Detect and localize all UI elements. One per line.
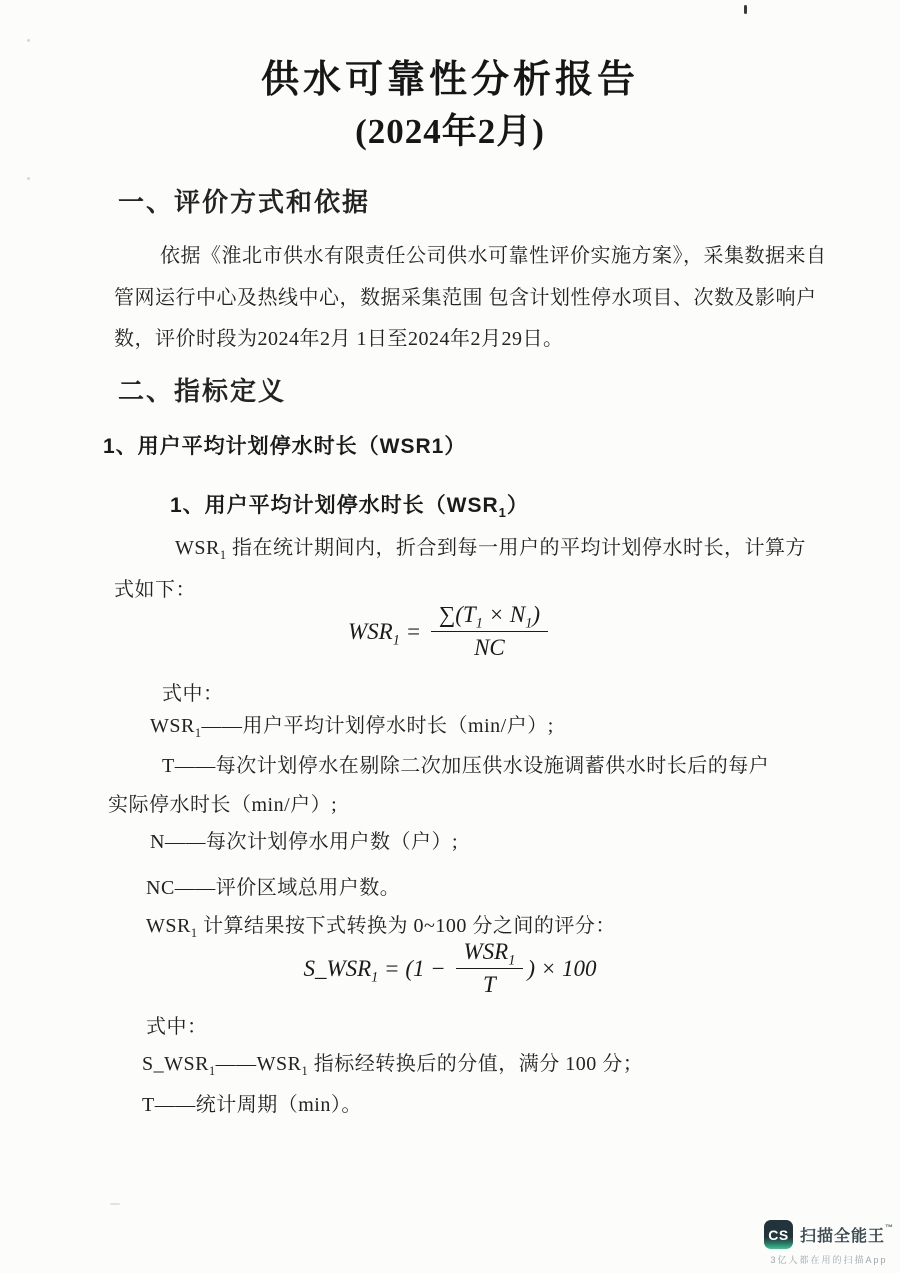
document-title: 供水可靠性分析报告	[260, 59, 639, 101]
numerator-sub2: 1	[525, 615, 533, 632]
subheading-text: 1、用户平均计划停水时长（WSR	[170, 494, 499, 517]
subheading-close: ）	[506, 494, 529, 517]
watermark-tagline: 3亿人都在用的扫描App	[770, 1255, 888, 1265]
formula1-denominator: NC	[474, 635, 505, 660]
indicator-subheading	[170, 489, 529, 519]
intro-text: WSR	[175, 537, 220, 559]
formula1-lhs: WSR	[347, 618, 393, 644]
definition-nc: NC——评价区域总用户数。	[146, 877, 401, 899]
definition-s-wsr1	[142, 1047, 643, 1076]
logo-letters: CS	[768, 1226, 789, 1243]
formula2-num-subscript: 1	[508, 952, 516, 969]
watermark-row	[764, 1220, 894, 1249]
def-swsr-sym: S_WSR	[142, 1053, 209, 1075]
wsr1-intro-line-1	[175, 531, 806, 560]
formula2-post: ) × 100	[527, 955, 597, 981]
definition-t-line-2: 实际停水时长（min/户）;	[108, 794, 338, 816]
formula2-numerator	[456, 939, 524, 969]
formula1-equals: =	[399, 618, 427, 644]
formula1-lhs-subscript: 1	[392, 632, 400, 649]
definition-n: N——每次计划停水用户数（户）;	[150, 831, 458, 853]
definition-t-period: T——统计周期（min）。	[142, 1094, 362, 1116]
numerator-times: × N	[482, 602, 526, 627]
def-swsr-text-cont: 指标经转换后的分值，满分 100 分；	[308, 1053, 644, 1075]
where-label-2: 式中：	[146, 1016, 208, 1038]
numerator-sub1: 1	[475, 615, 483, 632]
def-wsr-sym: WSR	[150, 715, 195, 737]
numerator-sum: ∑(T	[438, 602, 476, 627]
section-1-paragraph-line-1: 依据《淮北市供水有限责任公司供水可靠性评价实施方案》，采集数据来自	[160, 245, 827, 267]
definition-t-line-1: T——每次计划停水在剔除二次加压供水设施调蓄供水时长后的每户	[162, 755, 770, 777]
camscanner-logo-icon	[764, 1220, 793, 1249]
section-1-paragraph-line-2: 管网运行中心及热线中心，数据采集范围 包含计划性停水项目、次数及影响户	[114, 287, 817, 309]
formula2-lhs-subscript: 1	[371, 969, 379, 986]
formula2-fraction	[456, 939, 524, 998]
watermark-app-name	[800, 1223, 894, 1246]
formula1-numerator	[431, 602, 548, 632]
conversion-note	[146, 909, 616, 938]
numerator-close: )	[532, 602, 541, 627]
scan-artifact	[110, 1203, 120, 1205]
formula-s-wsr1	[0, 941, 900, 1000]
formula2-denominator: T	[483, 972, 496, 997]
formula2-open: = (1 −	[378, 955, 452, 981]
formula2-lhs: S_WSR	[303, 955, 372, 981]
def-swsr-text: ——WSR	[215, 1053, 302, 1075]
def-wsr-subscript: 1	[194, 726, 202, 740]
scan-artifact	[27, 177, 30, 180]
intro-subscript: 1	[219, 548, 227, 562]
section-2-heading: 二、指标定义	[118, 376, 287, 406]
subheading-subscript: 1	[498, 505, 507, 521]
indicator-list-item-1: 1、用户平均计划停水时长（WSR1）	[103, 435, 467, 458]
formula2-num-sym: WSR	[463, 939, 509, 964]
conv-subscript: 1	[190, 926, 198, 940]
formula-wsr1	[0, 604, 900, 663]
wsr1-intro-line-2: 式如下：	[114, 579, 196, 601]
section-1-heading: 一、评价方式和依据	[118, 187, 371, 217]
conv-sym: WSR	[146, 915, 191, 937]
scan-artifact	[744, 5, 747, 14]
scan-artifact	[27, 39, 30, 42]
app-name-text: 扫描全能王	[800, 1228, 886, 1245]
definition-wsr1	[150, 709, 554, 738]
def-swsr-subscript-2: 1	[301, 1064, 309, 1078]
camscanner-watermark	[764, 1220, 894, 1266]
intro-text-cont: 指在统计期间内，折合到每一用户的平均计划停水时长，计算方	[226, 537, 807, 559]
where-label-1: 式中：	[162, 683, 224, 705]
def-swsr-subscript-1: 1	[208, 1064, 216, 1078]
def-wsr-text: ——用户平均计划停水时长（min/户）;	[201, 715, 554, 737]
document-subtitle-date: (2024年2月)	[355, 112, 545, 151]
formula1-fraction	[431, 602, 548, 661]
trademark-symbol: ™	[885, 1223, 895, 1232]
conv-text: 计算结果按下式转换为 0~100 分之间的评分：	[197, 915, 616, 937]
section-1-paragraph-line-3: 数，评价时段为2024年2月 1日至2024年2月29日。	[114, 328, 564, 350]
